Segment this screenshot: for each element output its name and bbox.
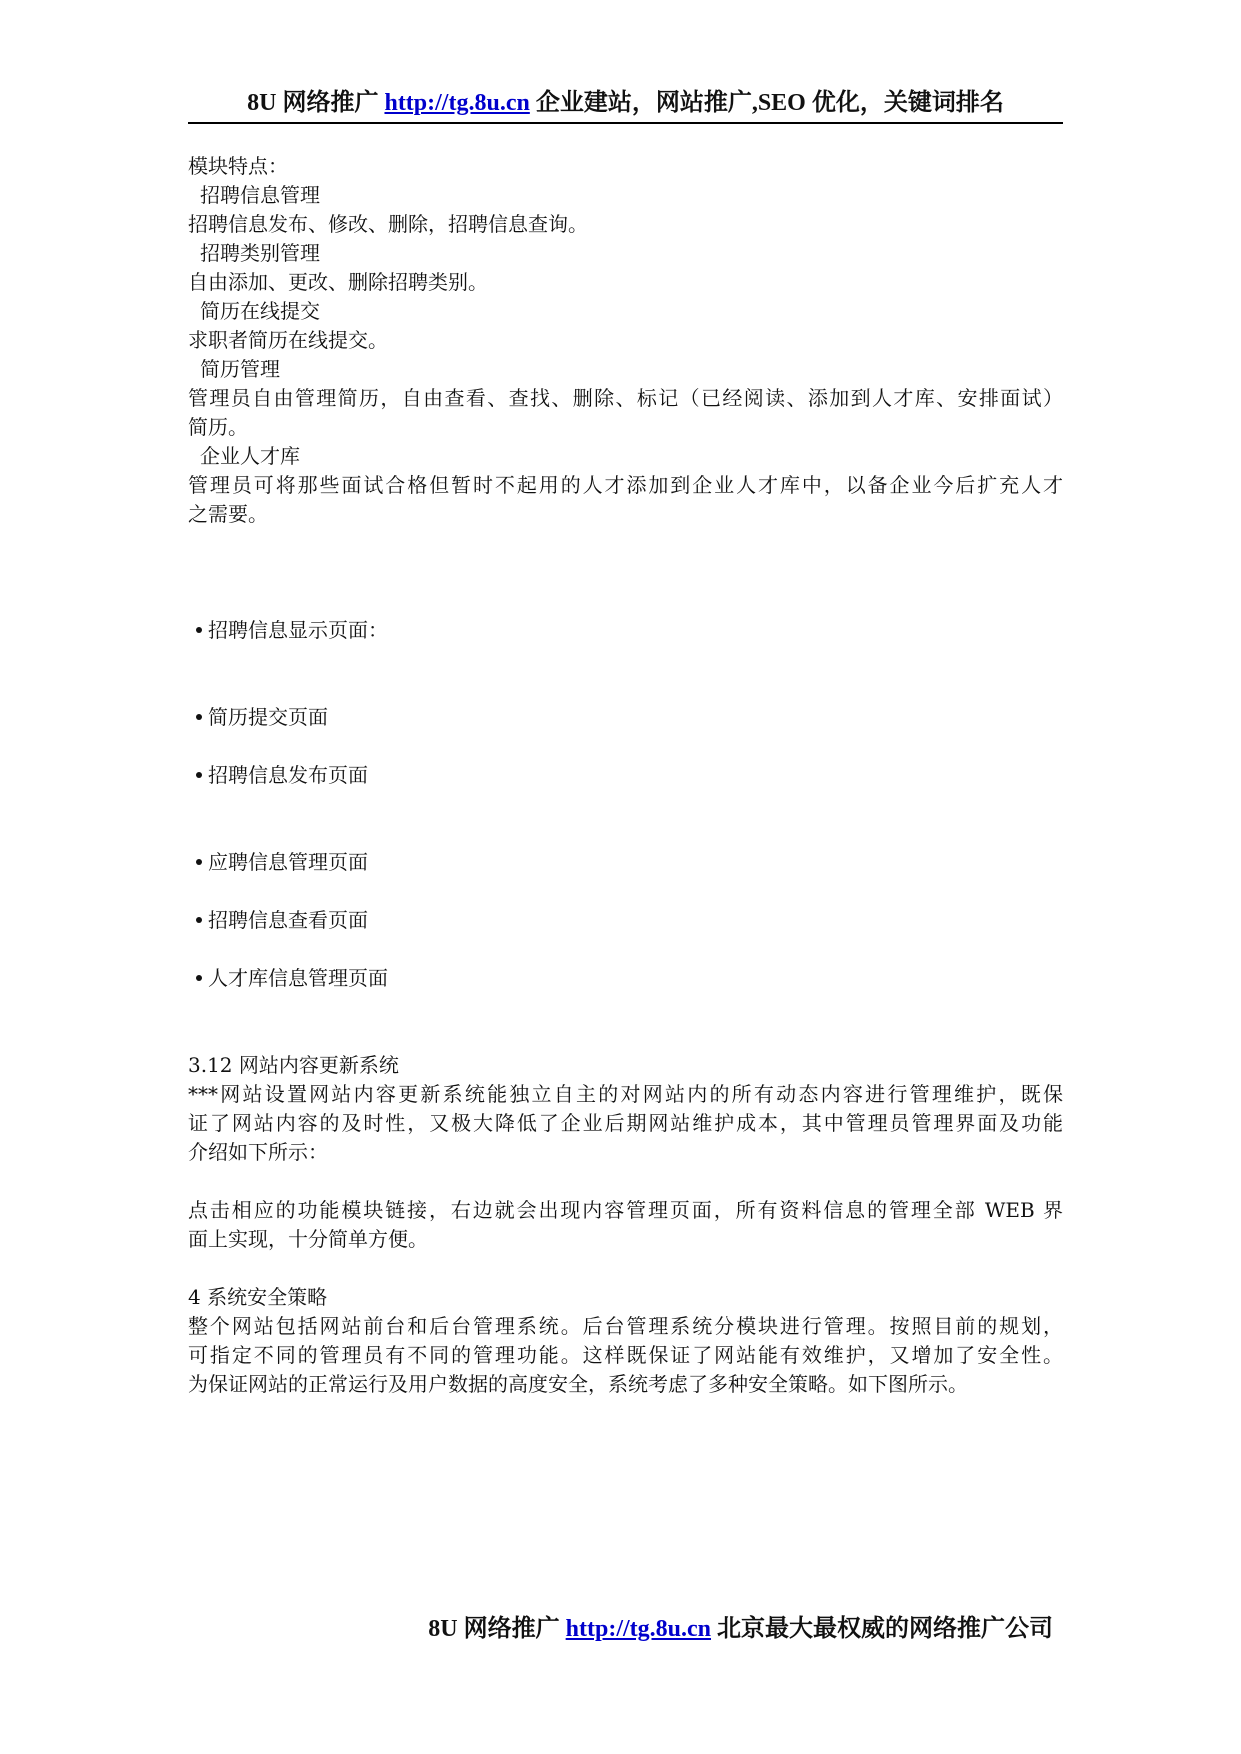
item-title: 招聘信息管理 xyxy=(200,183,320,207)
paragraph-line: 为保证网站的正常运行及用户数据的高度安全，系统考虑了多种安全策略。如下图所示。 xyxy=(188,1372,968,1396)
item-title: 简历管理 xyxy=(200,357,280,381)
paragraph-line: 面上实现，十分简单方便。 xyxy=(188,1227,428,1251)
paragraph-line: 整个网站包括网站前台和后台管理系统。后台管理系统分模块进行管理。按照目前的规划， xyxy=(188,1314,1063,1338)
item-desc: 自由添加、更改、删除招聘类别。 xyxy=(188,270,488,294)
item-desc: 管理员可将那些面试合格但暂时不起用的人才添加到企业人才库中，以备企业今后扩充人才 xyxy=(188,473,1063,497)
header-link[interactable]: http://tg.8u.cn xyxy=(384,90,530,116)
item-title: 简历在线提交 xyxy=(200,299,320,323)
page-header xyxy=(188,88,1063,124)
paragraph-line: 点击相应的功能模块链接，右边就会出现内容管理页面，所有资料信息的管理全部 WEB 界 xyxy=(188,1198,1063,1222)
bullet-dot-icon xyxy=(196,772,202,778)
header-slogan: 企业建站，网站推广,SEO 优化，关键词排名 xyxy=(535,90,1004,116)
item-desc: 管理员自由管理简历，自由查看、查找、删除、标记（已经阅读、添加到人才库、安排面试） xyxy=(188,386,1063,410)
bullet-dot-icon xyxy=(196,917,202,923)
paragraph-line: 证了网站内容的及时性，又极大降低了企业后期网站维护成本，其中管理员管理界面及功能 xyxy=(188,1111,1063,1135)
bullet-dot-icon xyxy=(196,714,202,720)
section-heading: 4 系统安全策略 xyxy=(188,1285,328,1309)
page-list-item xyxy=(196,962,388,995)
paragraph-line: ***网站设置网站内容更新系统能独立自主的对网站内的所有动态内容进行管理维护，既保 xyxy=(188,1082,1063,1106)
footer-brand: 8U 网络推广 xyxy=(428,1616,560,1642)
footer-slogan: 北京最大最权威的网络推广公司 xyxy=(717,1616,1053,1642)
section-heading: 3.12 网站内容更新系统 xyxy=(188,1053,399,1077)
bullet-dot-icon xyxy=(196,859,202,865)
page-list-item xyxy=(196,759,368,792)
paragraph-line: 介绍如下所示： xyxy=(188,1140,328,1164)
page-footer xyxy=(428,1614,1053,1644)
page-list-label: 应聘信息管理页面 xyxy=(208,850,368,874)
page-list-label: 招聘信息发布页面 xyxy=(208,763,368,787)
item-title: 企业人才库 xyxy=(200,444,300,468)
page-list-label: 招聘信息显示页面： xyxy=(208,618,388,642)
footer-link[interactable]: http://tg.8u.cn xyxy=(565,1616,711,1642)
header-brand: 8U 网络推广 xyxy=(247,90,379,116)
item-desc: 求职者简历在线提交。 xyxy=(188,328,388,352)
item-desc: 招聘信息发布、修改、删除，招聘信息查询。 xyxy=(188,212,588,236)
page-list-item xyxy=(196,904,368,937)
paragraph-line: 可指定不同的管理员有不同的管理功能。这样既保证了网站能有效维护，又增加了安全性。 xyxy=(188,1343,1063,1367)
module-features-title: 模块特点： xyxy=(188,154,288,178)
item-desc: 简历。 xyxy=(188,415,248,439)
bullet-dot-icon xyxy=(196,975,202,981)
bullet-dot-icon xyxy=(196,627,202,633)
page-list-label: 招聘信息查看页面 xyxy=(208,908,368,932)
page-list-item xyxy=(196,614,388,647)
page-list-item xyxy=(196,846,368,879)
item-title: 招聘类别管理 xyxy=(200,241,320,265)
item-desc: 之需要。 xyxy=(188,502,268,526)
page-list-label: 人才库信息管理页面 xyxy=(208,966,388,990)
page-list-label: 简历提交页面 xyxy=(208,705,328,729)
page-list-item xyxy=(196,701,328,734)
